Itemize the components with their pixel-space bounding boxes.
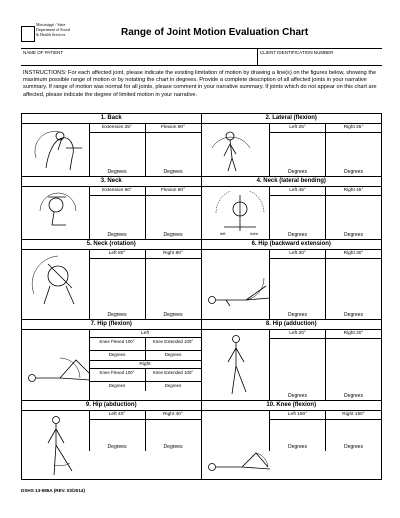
neck-lateral-figure[interactable]: [206, 191, 274, 235]
section-hip-flexion: 7. Hip (flexion) Left Knee Flexed 100° Knee Extended 100° Degrees Degrees Right Knee Flexed 100° Knee Extended 100° Degrees Degrees: [22, 320, 202, 401]
measure-column[interactable]: Left 150° Degrees: [270, 411, 326, 451]
form-header: [21, 18, 382, 48]
measure-cell[interactable]: Degrees: [90, 351, 146, 360]
measure-column[interactable]: Left 45° Degrees: [270, 187, 326, 239]
svg-text:right: right: [249, 231, 258, 235]
section-hip-backward-extension: 6. Hip (backward extension) Left 30° Degrees Right 30° Degrees: [202, 240, 382, 320]
measure-column[interactable]: Flexion 50° Degrees: [146, 187, 201, 239]
measure-column[interactable]: Right 40° Degrees: [146, 411, 201, 451]
measure-column[interactable]: Left 20° Degrees: [270, 330, 326, 400]
measure-column[interactable]: Right 25° Degrees: [326, 124, 381, 176]
hip-extension-figure[interactable]: [206, 254, 274, 314]
neck-figure[interactable]: [26, 191, 94, 235]
measure-column[interactable]: Right 80° Degrees: [146, 250, 201, 319]
form-number: DSHS 13-585A (REV. 03/2014): [21, 488, 86, 493]
hip-adduction-figure[interactable]: [206, 334, 274, 396]
lateral-flexion-figure[interactable]: [206, 128, 274, 172]
measure-column[interactable]: Right 30° Degrees: [326, 250, 381, 319]
measure-column[interactable]: Right 150° Degrees: [326, 411, 381, 451]
agency-line: Mississippi / State: [36, 22, 66, 27]
agency-logo: [21, 20, 91, 46]
measure-column[interactable]: Right 45° Degrees: [326, 187, 381, 239]
hip-flexion-figure[interactable]: [26, 334, 94, 394]
client-id-field[interactable]: CLIENT IDENTIFICATION NUMBER: [260, 50, 334, 55]
svg-text:left: left: [219, 231, 225, 235]
section-lateral-flexion: 2. Lateral (flexion) Left 25° Degrees Right 25° Degrees: [202, 114, 382, 177]
measure-cell[interactable]: Degrees: [164, 383, 182, 388]
section-back: 1. Back Extension 25° Degrees Flexion 90° Degrees: [22, 114, 202, 177]
measure-cell[interactable]: Degrees: [90, 382, 146, 391]
joint-sections-grid: [21, 114, 382, 480]
right-side-label: Right: [90, 361, 201, 369]
form-title: Range of Joint Motion Evaluation Chart: [121, 27, 309, 38]
measure-column[interactable]: Right 20° Degrees: [326, 330, 381, 400]
section-neck: 3. Neck Extension 60° Degrees Flexion 50° Degrees: [22, 177, 202, 240]
agency-line: Department of Social: [36, 27, 71, 32]
measure-column[interactable]: Left 25° Degrees: [270, 124, 326, 176]
measure-column[interactable]: Left 40° Degrees: [90, 411, 146, 451]
measure-column[interactable]: Extension 25° Degrees: [90, 124, 146, 176]
state-seal-icon: [21, 26, 35, 42]
measure-column[interactable]: Flexion 90° Degrees: [146, 124, 201, 176]
left-side-label: Left: [90, 330, 201, 338]
form-page: [21, 18, 382, 480]
hip-abduction-figure[interactable]: [26, 415, 94, 477]
instructions-text: INSTRUCTIONS: For each affected joint, please indicate the existing limitation of motion by drawing a line(s) on the figures below, showing the maximum possible range of motion or by notating the chart in degrees. Provide a complete description of all affected joints in your narrative summary. If range of motion was normal for all joints, please comment in your narrative summary. If joints which do not appear on this chart are affected, please indicate the degree of limited motion in your narrative.: [21, 66, 382, 114]
patient-name-field[interactable]: NAME OF PATIENT: [21, 49, 258, 65]
patient-id-row: [21, 48, 382, 66]
section-neck-lateral-bending: 4. Neck (lateral bending) left right Left 45° Degrees Right 45° Degrees: [202, 177, 382, 240]
agency-line: & Health Services: [36, 32, 66, 37]
knee-flexion-figure[interactable]: [206, 415, 274, 477]
section-knee-flexion: 10. Knee (flexion) Left 150° Degrees Right 150° Degrees: [202, 401, 382, 480]
measure-column[interactable]: Left 80° Degrees: [90, 250, 146, 319]
section-hip-adduction: 8. Hip (adduction) Left 20° Degrees Right 20° Degrees: [202, 320, 382, 401]
measure-cell[interactable]: Degrees: [164, 352, 182, 357]
measure-column[interactable]: Extension 60° Degrees: [90, 187, 146, 239]
section-hip-abduction: 9. Hip (abduction) Left 40° Degrees Right 40° Degrees: [22, 401, 202, 480]
measure-column[interactable]: Left 30° Degrees: [270, 250, 326, 319]
back-figure[interactable]: [26, 128, 94, 172]
section-neck-rotation: 5. Neck (rotation) Left 80° Degrees Right 80° Degrees: [22, 240, 202, 320]
neck-rotation-figure[interactable]: [26, 254, 94, 314]
